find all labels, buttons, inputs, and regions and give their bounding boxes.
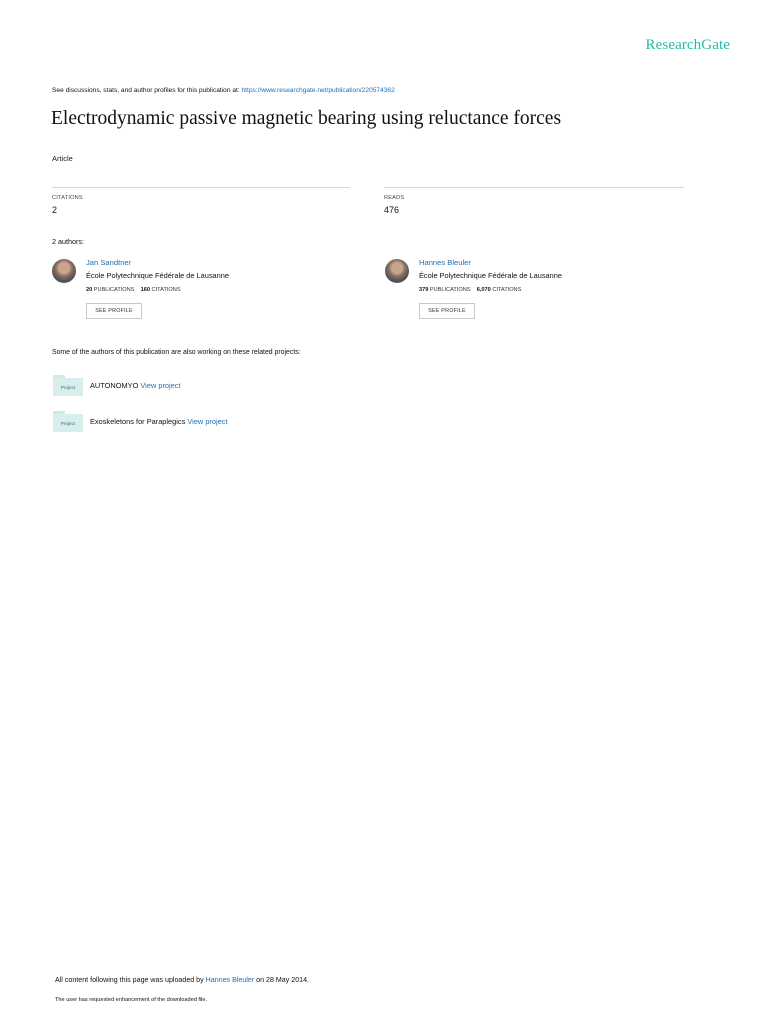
publications-count: 20	[86, 287, 93, 293]
discussion-prefix: See discussions, stats, and author profiles for this publication at:	[52, 87, 240, 94]
author-affiliation: École Polytechnique Fédérale de Lausanne	[86, 271, 229, 280]
related-projects-heading: Some of the authors of this publication are also working on these related projects:	[52, 349, 301, 356]
enhancement-note: The user has requested enhancement of the downloaded file.	[55, 997, 208, 1003]
project-item	[90, 381, 181, 390]
project-icon-label: Project	[53, 378, 83, 396]
author-affiliation: École Polytechnique Fédérale de Lausanne	[419, 271, 562, 280]
upload-prefix: All content following this page was uploaded by	[55, 976, 204, 984]
project-folder-icon	[53, 411, 83, 432]
upload-suffix: on 28 May 2014.	[256, 976, 310, 984]
reads-value: 476	[384, 205, 400, 215]
upload-notice	[55, 976, 309, 984]
publication-url-link[interactable]: https://www.researchgate.net/publication/220574362	[241, 87, 395, 94]
citations-count: 6,070	[476, 287, 491, 293]
publications-label: PUBLICATIONS	[429, 287, 471, 293]
author-stats	[86, 287, 181, 293]
discussion-line	[52, 87, 395, 94]
authors-heading: 2 authors:	[52, 237, 84, 246]
citations-label: CITATIONS	[492, 287, 522, 293]
view-project-link[interactable]: View project	[140, 381, 181, 390]
see-profile-button[interactable]: SEE PROFILE	[86, 303, 142, 319]
author-stats	[419, 287, 521, 293]
citations-label: CITATIONS	[151, 287, 181, 293]
reads-label: READS	[384, 195, 405, 201]
reads-divider	[384, 187, 684, 188]
avatar[interactable]	[385, 259, 409, 283]
citations-label: CITATIONS	[52, 195, 83, 201]
citations-count: 160	[140, 287, 150, 293]
publications-count: 379	[419, 287, 429, 293]
project-icon-label: Project	[53, 414, 83, 432]
avatar[interactable]	[52, 259, 76, 283]
author-name-link[interactable]: Jan Sandtner	[86, 258, 132, 267]
citations-divider	[52, 187, 350, 188]
project-name: AUTONOMYO	[90, 381, 139, 390]
citations-value: 2	[52, 205, 58, 215]
uploader-link[interactable]: Hannes Bleuler	[205, 976, 255, 984]
article-type-label: Article	[52, 154, 73, 163]
view-project-link[interactable]: View project	[187, 417, 228, 426]
project-item	[90, 417, 228, 426]
publication-title: Electrodynamic passive magnetic bearing using reluctance forces	[51, 108, 562, 129]
author-name-link[interactable]: Hannes Bleuler	[419, 258, 471, 267]
publications-label: PUBLICATIONS	[93, 287, 135, 293]
see-profile-button[interactable]: SEE PROFILE	[419, 303, 475, 319]
project-folder-icon	[53, 375, 83, 396]
project-name: Exoskeletons for Paraplegics	[90, 417, 186, 426]
researchgate-logo[interactable]: ResearchGate	[645, 37, 730, 53]
